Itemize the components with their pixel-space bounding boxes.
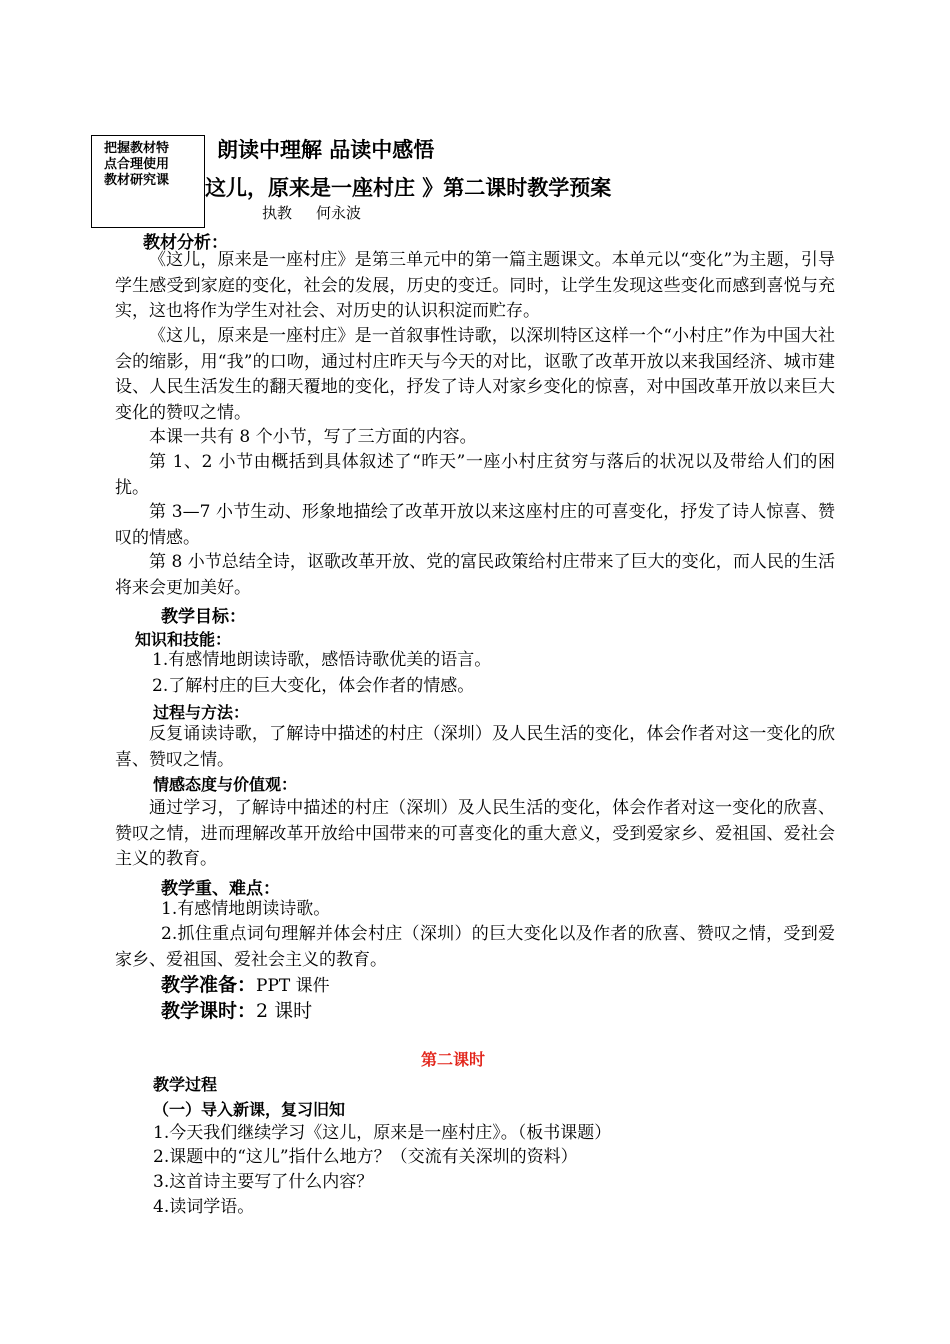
analysis-paragraph: 第 3—7 小节生动、形象地描绘了改革开放以来这座村庄的可喜变化，抒发了诗人惊喜、赞叹的情感。	[115, 502, 835, 548]
hours-row	[161, 996, 312, 1023]
hours-heading: 教学课时：	[161, 1000, 257, 1022]
page-subtitle: 这儿，原来是一座村庄 》第二课时教学预案	[205, 176, 612, 200]
hours-value: 2 课时	[256, 1000, 313, 1022]
analysis-paragraph: 第 8 小节总结全诗，讴歌改革开放、党的富民政策给村庄带来了巨大的变化，而人民的生活将来会更加美好。	[115, 552, 835, 598]
lesson-item: 1.今天我们继续学习《这儿，原来是一座村庄》。（板书课题）	[153, 1123, 612, 1143]
lesson-label: 第二课时	[421, 1050, 486, 1069]
process-steps-heading: 教学过程	[153, 1075, 218, 1094]
byline-name: 何永波	[316, 204, 362, 222]
stamp-line: 教材研究课	[104, 173, 170, 188]
key-points-heading: 教学重、难点：	[161, 879, 280, 899]
analysis-heading: 教材分析：	[143, 233, 228, 253]
lesson-type-stamp	[91, 135, 205, 228]
prep-value: PPT 课件	[256, 976, 330, 996]
lesson-item: 3.这首诗主要写了什么内容？	[153, 1172, 374, 1192]
analysis-paragraph: 《这儿，原来是一座村庄》是一首叙事性诗歌，以深圳特区这样一个“小村庄”作为中国大社会的缩影，用“我”的口吻，通过村庄昨天与今天的对比，讴歌了改革开放以来我国经济、城市建设、人民生活发生的翻天覆地的变化，抒发了诗人对家乡变化的惊喜，对中国改革开放以来巨大变化的赞叹之情。	[115, 326, 835, 423]
key-point-item: 2.抓住重点词句理解并体会村庄（深圳）的巨大变化以及作者的欣喜、赞叹之情，受到爱家乡、爱祖国、爱社会主义的教育。	[115, 924, 835, 970]
byline-role: 执教	[262, 204, 293, 222]
analysis-paragraph: 第 1、2 小节由概括到具体叙述了“昨天”一座小村庄贫穷与落后的状况以及带给人们的困扰。	[115, 452, 835, 498]
stamp-line: 点合理使用	[104, 157, 170, 172]
process-heading: 过程与方法：	[153, 703, 250, 722]
prep-heading: 教学准备：	[161, 974, 257, 996]
byline	[262, 202, 385, 223]
knowledge-heading: 知识和技能：	[135, 630, 232, 649]
section-heading: （一）导入新课，复习旧知	[153, 1100, 346, 1119]
key-point-item: 1.有感情地朗读诗歌。	[161, 899, 331, 919]
lesson-item: 2.课题中的“这儿”指什么地方？（交流有关深圳的资料）	[153, 1147, 578, 1167]
page-title: 朗读中理解 品读中感悟	[217, 138, 435, 162]
knowledge-item: 2.了解村庄的巨大变化，体会作者的情感。	[152, 676, 475, 696]
emotion-heading: 情感态度与价值观：	[153, 775, 298, 794]
emotion-text: 通过学习，了解诗中描述的村庄（深圳）及人民生活的变化，体会作者对这一变化的欣喜、赞叹之情，进而理解改革开放给中国带来的可喜变化的重大意义，受到爱家乡、爱祖国、爱社会主义的教育。	[115, 798, 835, 869]
lesson-item: 4.读词学语。	[153, 1197, 255, 1217]
knowledge-item: 1.有感情地朗读诗歌，感悟诗歌优美的语言。	[152, 650, 492, 670]
process-text: 反复诵读诗歌，了解诗中描述的村庄（深圳）及人民生活的变化，体会作者对这一变化的欣喜、赞叹之情。	[115, 724, 835, 770]
prep-row	[161, 970, 330, 997]
analysis-paragraph: 本课一共有 8 个小节，写了三方面的内容。	[149, 427, 477, 447]
goals-heading: 教学目标：	[161, 607, 246, 627]
stamp-line: 把握教材特	[104, 141, 170, 156]
analysis-paragraph: 《这儿，原来是一座村庄》是第三单元中的第一篇主题课文。本单元以“变化”为主题，引导学生感受到家庭的变化，社会的发展，历史的变迁。同时，让学生发现这些变化而感到喜悦与充实，这也将作为学生对社会、对历史的认识积淀而贮存。	[115, 250, 835, 321]
